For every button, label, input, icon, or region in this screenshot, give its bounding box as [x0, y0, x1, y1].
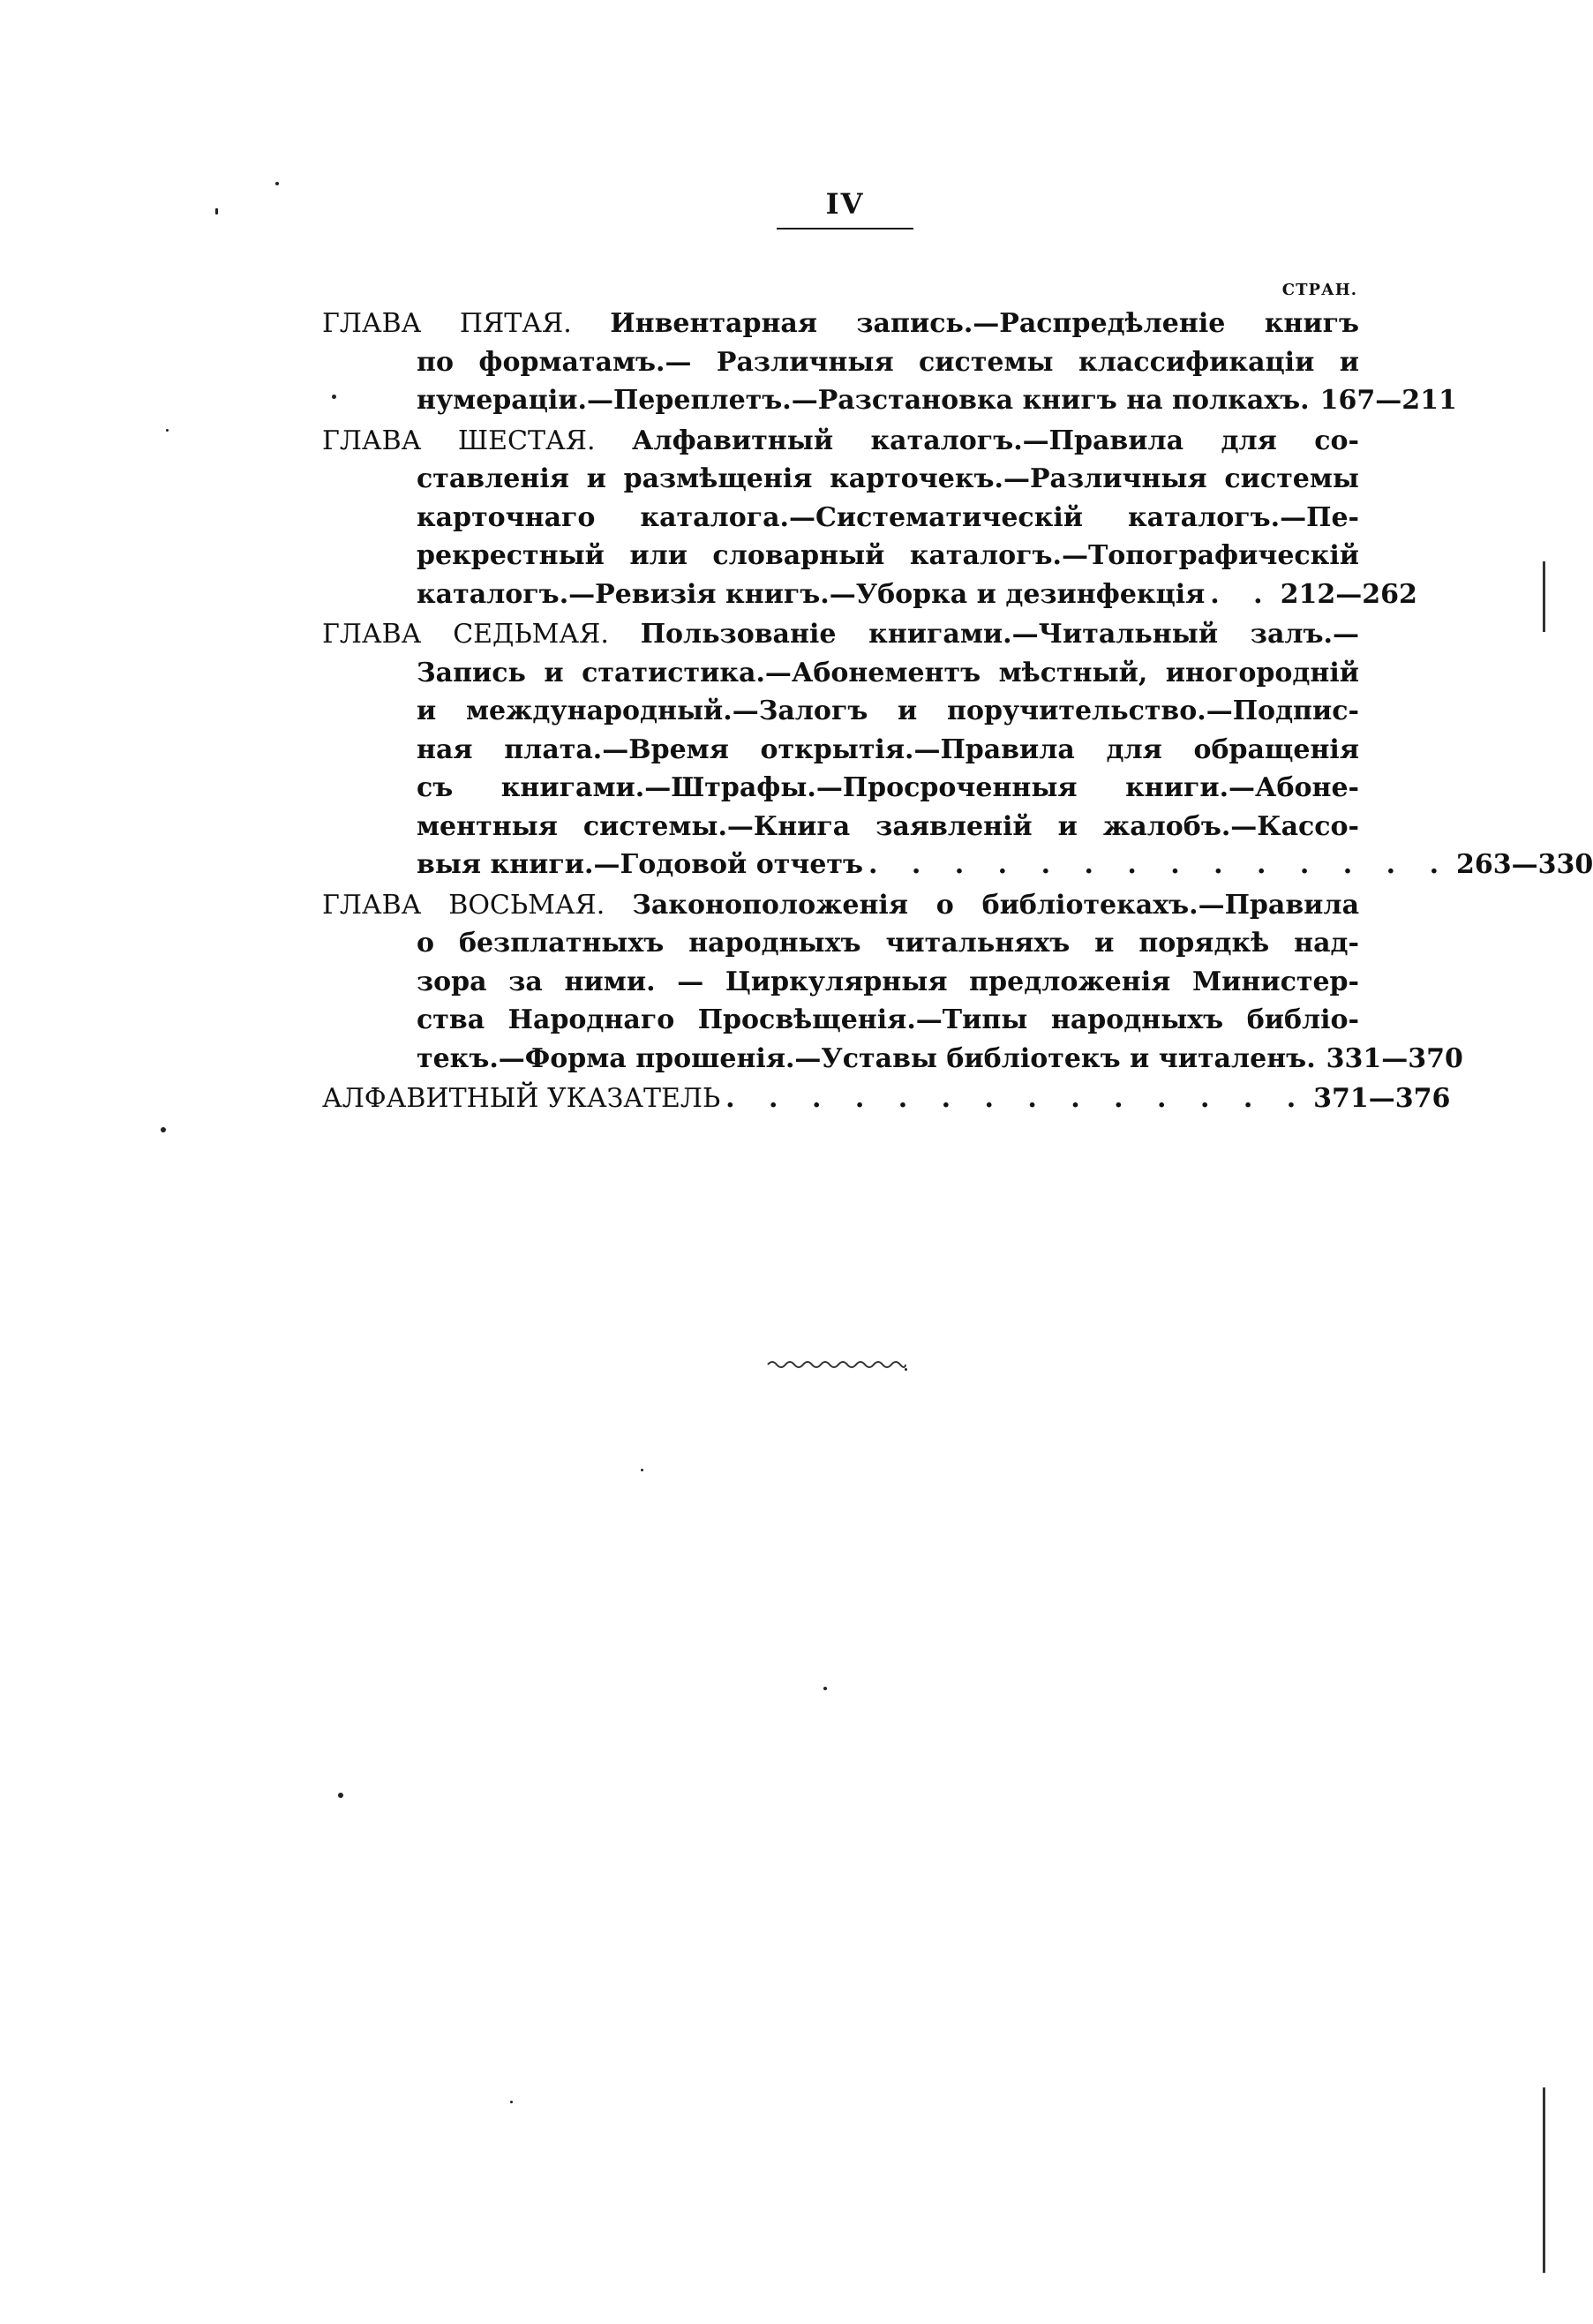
page-range: 263—330	[1456, 849, 1593, 880]
index-heading: АЛФАВИТНЫЙ УКАЗАТЕЛЬ	[322, 1083, 721, 1114]
toc-entry-text: Алфавитный каталогъ.—Правила для со-	[632, 425, 1359, 456]
toc-entry-line: карточнаго каталога.—Систематическій каталогъ.—Пе-	[417, 501, 1359, 533]
chapter-heading: ГЛАВА ШЕСТАЯ.	[322, 425, 596, 456]
scan-speck	[332, 395, 336, 399]
toc-entry-line: ментныя системы.—Книга заявленій и жалобъ.—Кассо-	[417, 810, 1359, 842]
table-of-contents	[322, 305, 1593, 1120]
toc-entry-text: выя книги.—Годовой отчетъ	[417, 849, 864, 880]
toc-entry-first-line	[322, 305, 1359, 343]
toc-entry-line: зора за ними. — Циркулярныя предложенія Министер-	[417, 966, 1359, 997]
toc-entry-last-line	[322, 381, 1457, 420]
scan-speck	[823, 1687, 827, 1690]
toc-entry-line: по форматамъ.— Различныя системы классификаціи и	[417, 346, 1359, 378]
toc-entry-line: ставленія и размѣщенія карточекъ.—Различныя системы	[417, 463, 1359, 494]
page-range: 167—211	[1319, 385, 1457, 416]
toc-entry-last-line	[322, 1040, 1463, 1079]
toc-entry-chapter-8[interactable]	[322, 886, 1463, 1079]
scan-speck	[641, 1469, 643, 1471]
page-edge-shadow	[1543, 2087, 1545, 2273]
toc-entry-index[interactable]	[322, 1079, 1451, 1118]
toc-entry-line: ная плата.—Время открытія.—Правила для обращенія	[417, 733, 1359, 765]
toc-entry-line: о безплатныхъ народныхъ читальняхъ и порядкѣ над-	[417, 928, 1359, 959]
toc-entry-text: каталогъ.—Ревизія книгъ.—Уборка и дезинфекція	[417, 578, 1206, 610]
scan-speck	[275, 182, 279, 185]
toc-entry-text: Пользованіе книгами.—Читальный залъ.—	[640, 619, 1359, 650]
chapter-heading: ГЛАВА ПЯТАЯ.	[322, 308, 572, 339]
toc-entry-last-line	[322, 846, 1593, 884]
page-range: 371—376	[1313, 1083, 1451, 1114]
toc-entry-first-line	[322, 615, 1359, 654]
toc-entry-text: Инвентарная запись.—Распредѣленіе книгъ	[610, 308, 1359, 339]
scan-speck	[905, 1368, 907, 1371]
toc-entry-chapter-5[interactable]	[322, 305, 1457, 420]
page-edge-shadow	[1543, 561, 1545, 632]
toc-entry-chapter-6[interactable]	[322, 422, 1417, 614]
scan-speck	[161, 1127, 166, 1132]
scan-speck	[510, 2101, 513, 2103]
toc-entry-last-line	[322, 575, 1417, 614]
toc-entry-chapter-7[interactable]	[322, 615, 1593, 884]
toc-entry-line: Запись и статистика.—Абонементъ мѣстный, иногородній	[417, 657, 1359, 688]
toc-entry-text: текъ.—Форма прошенія.—Уставы библіотекъ и читаленъ.	[417, 1042, 1316, 1074]
dot-leader: . . . . . . . . . . . . . .	[725, 1083, 1309, 1114]
chapter-heading: ГЛАВА СЕДЬМАЯ.	[322, 619, 609, 650]
scan-speck	[215, 208, 218, 214]
scan-speck	[166, 429, 169, 432]
dot-leader: . . . . . . . . . . . . . .	[868, 849, 1452, 880]
toc-entry-line: и международный.—Залогъ и поручительство.—Подпис-	[417, 696, 1359, 726]
toc-entry-line: ства Народнаго Просвѣщенія.—Типы народныхъ библіо-	[417, 1004, 1359, 1035]
page-range: 331—370	[1326, 1042, 1463, 1074]
ornament-wave-divider	[766, 1358, 907, 1372]
dot-leader: . .	[1210, 578, 1275, 610]
pages-column-label: СТРАН.	[1281, 281, 1357, 299]
chapter-heading: ГЛАВА ВОСЬМАЯ.	[322, 889, 605, 921]
toc-entry-first-line	[322, 422, 1359, 461]
toc-entry-first-line	[322, 886, 1359, 925]
toc-entry-line: съ книгами.—Штрафы.—Просроченныя книги.—Абоне-	[417, 772, 1359, 803]
page-number: IV	[825, 187, 865, 221]
toc-entry-line: рекрестный или словарный каталогъ.—Топографическій	[417, 540, 1359, 571]
page-range: 212—262	[1280, 578, 1417, 610]
scan-speck	[338, 1793, 343, 1798]
toc-entry-text: нумераціи.—Переплетъ.—Разстановка книгъ на полкахъ.	[417, 385, 1310, 416]
toc-entry-last-line	[322, 1079, 1451, 1118]
toc-entry-text: Законоположенія о библіотекахъ.—Правила	[632, 889, 1360, 921]
header-rule	[777, 228, 913, 229]
